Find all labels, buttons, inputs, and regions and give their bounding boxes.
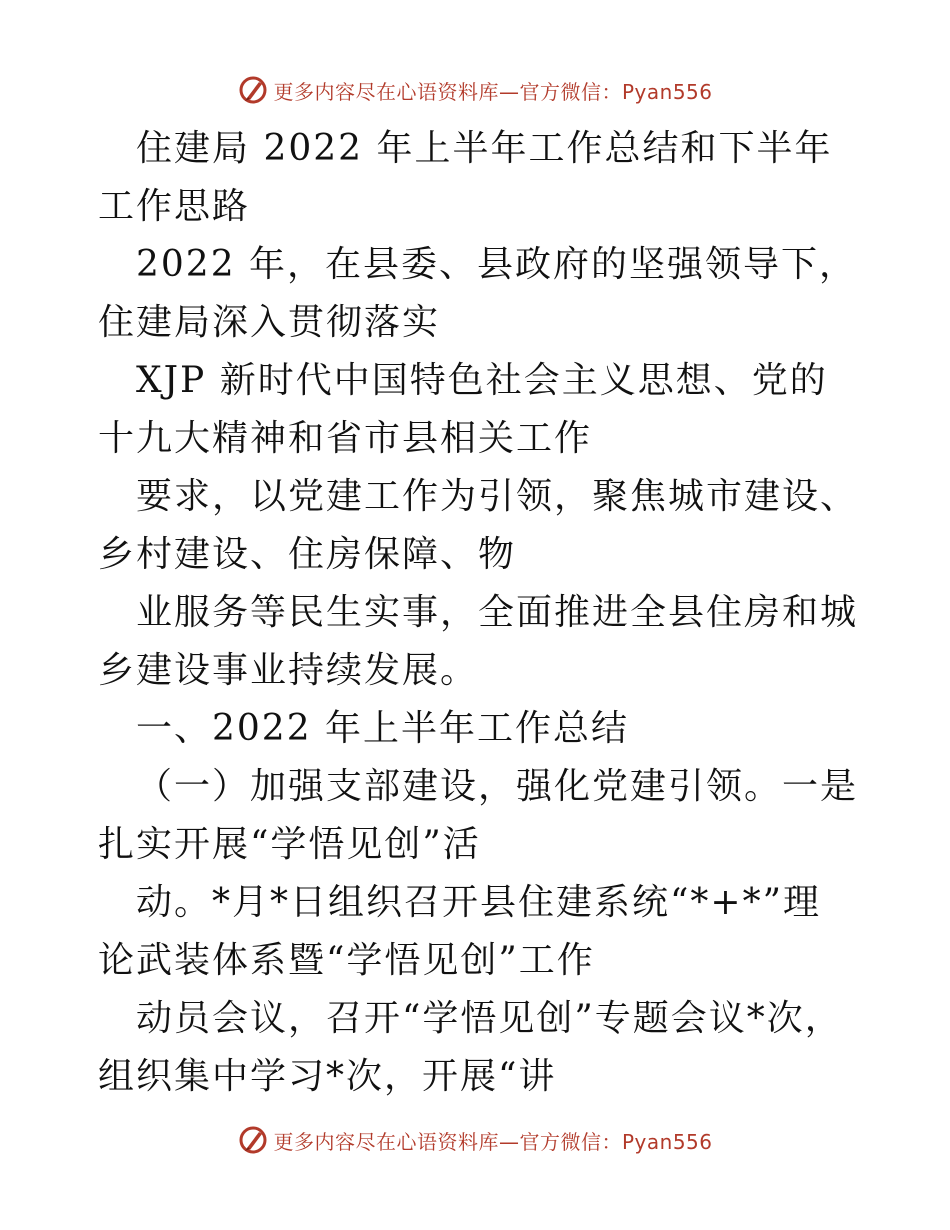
- header-banner-handle: Pyan556: [621, 79, 713, 104]
- footer-banner-handle: Pyan556: [621, 1129, 713, 1154]
- document-body: [98, 120, 858, 1106]
- header-banner: [0, 68, 950, 112]
- paragraph: 2022 年，在县委、县政府的坚强领导下，住建局深入贯彻落实: [98, 244, 858, 343]
- footer-banner-label: 更多内容尽在心语资料库—官方微信：: [273, 1129, 622, 1154]
- header-banner-label: 更多内容尽在心语资料库—官方微信：: [273, 79, 622, 104]
- header-banner-text: [273, 76, 712, 105]
- section-heading: 一、2022 年上半年工作总结: [136, 708, 630, 749]
- paragraph: 动员会议，召开“学悟见创”专题会议*次，组织集中学习*次，开展“讲: [98, 998, 843, 1097]
- paragraph: 动。*月*日组织召开县住建系统“*+*”理论武装体系暨“学悟见创”工作: [98, 882, 821, 981]
- red-pen-circle-logo-icon: [237, 1124, 269, 1156]
- paragraph: 要求，以党建工作为引领，聚焦城市建设、乡村建设、住房保障、物: [98, 476, 859, 575]
- paragraph: 业服务等民生实事，全面推进全县住房和城乡建设事业持续发展。: [98, 592, 859, 691]
- footer-banner-text: [273, 1126, 712, 1155]
- paragraph: XJP 新时代中国特色社会主义思想、党的十九大精神和省市县相关工作: [98, 360, 828, 459]
- paragraph: （一）加强支部建设，强化党建引领。一是扎实开展“学悟见创”活: [98, 766, 859, 865]
- footer-banner: [0, 1118, 950, 1162]
- document-title: 住建局 2022 年上半年工作总结和下半年工作思路: [98, 128, 833, 227]
- red-pen-circle-logo-icon: [237, 74, 269, 106]
